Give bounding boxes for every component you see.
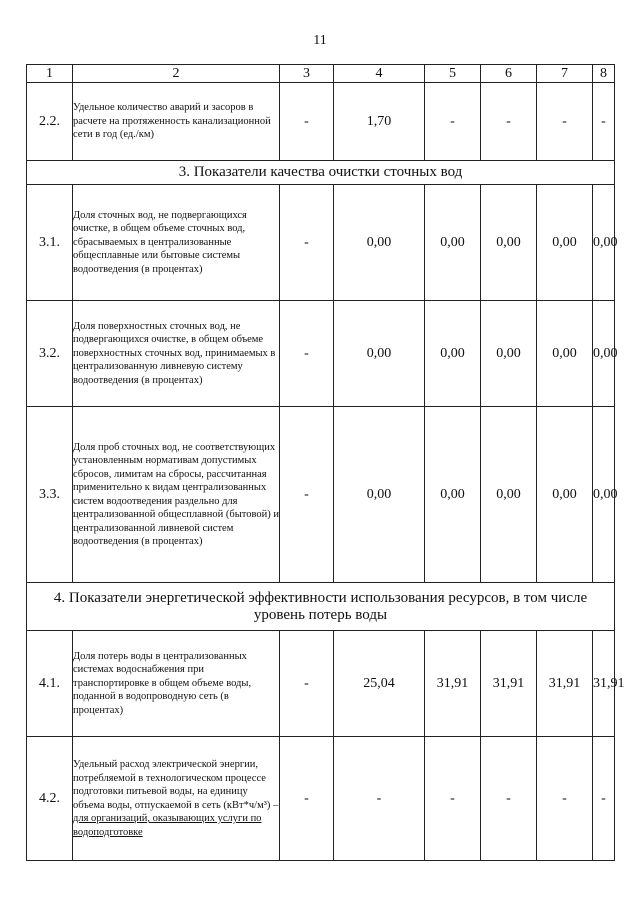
value-cell: - [280,737,334,861]
header-row [27,65,615,83]
value-cell: - [425,737,481,861]
table-row [27,631,615,737]
value-cell: - [537,83,593,161]
section-heading: 4. Показатели энергетической эффективности использования ресурсов, в том числе уровень потерь воды [27,583,615,631]
row-number: 3.3. [27,407,73,583]
value-cell: - [537,737,593,861]
value-cell: 0,00 [425,301,481,407]
row-description: Доля проб сточных вод, не соответствующих установленным нормативам допустимых сбросов, лимитам на сбросы, рассчитанная применительно к видам централизованных систем водоотведения раздельно для централизованной общесплавной (бытовой) и централизованной ливневой систем водоотведения (в процентах) [73,407,280,583]
table-row [27,407,615,583]
table-row [27,83,615,161]
value-cell: 0,00 [593,185,615,301]
value-cell: 0,00 [334,301,425,407]
row-number: 3.1. [27,185,73,301]
section-heading: 3. Показатели качества очистки сточных вод [27,161,615,185]
row-number: 2.2. [27,83,73,161]
row-description [73,737,280,861]
section-heading-row [27,161,615,185]
indicators-table [26,64,625,861]
value-cell: 25,04 [334,631,425,737]
table-row [27,185,615,301]
row-description: Удельное количество аварий и засоров в расчете на протяженность канализационной сети в год (ед./км) [73,83,280,161]
value-cell: 0,00 [481,301,537,407]
value-cell: - [593,83,615,161]
value-cell: 31,91 [481,631,537,737]
row-description: Доля сточных вод, не подвергающихся очистке, в общем объеме сточных вод, сбрасываемых в централизованные общесплавные или бытовые системы водоотведения (в процентах) [73,185,280,301]
value-cell: 31,91 [593,631,615,737]
value-cell: 31,91 [425,631,481,737]
row-description: Доля поверхностных сточных вод, не подвергающихся очистке, в общем объеме поверхностных сточных вод, принимаемых в централизованную ливневую систему водоотведения (в процентах) [73,301,280,407]
header-col-8: 8 [593,65,615,83]
row-number: 4.2. [27,737,73,861]
value-cell: - [593,737,615,861]
value-cell: - [280,407,334,583]
row-description-underlined: для организаций, оказывающих услуги по водоподготовке [73,813,262,838]
value-cell: - [481,83,537,161]
value-cell: 31,91 [537,631,593,737]
value-cell: 0,00 [593,301,615,407]
row-description: Доля потерь воды в централизованных системах водоснабжения при транспортировке в общем объеме воды, поданной в водопроводную сеть (в процентах) [73,631,280,737]
header-col-1: 1 [27,65,73,83]
value-cell: - [280,301,334,407]
value-cell: 0,00 [425,185,481,301]
header-col-2: 2 [73,65,280,83]
row-description-text: Удельный расход электрической энергии, потребляемой в технологическом процессе подготовки питьевой воды, на единицу объема воды, отпускаемой в сеть (кВт*ч/м³) – [73,759,279,811]
value-cell: 0,00 [537,185,593,301]
page-number: 11 [313,33,327,48]
value-cell: 0,00 [334,407,425,583]
value-cell: 0,00 [481,185,537,301]
header-col-5: 5 [425,65,481,83]
header-col-6: 6 [481,65,537,83]
value-cell: 0,00 [537,301,593,407]
section-heading-row [27,583,615,631]
header-col-4: 4 [334,65,425,83]
value-cell: - [425,83,481,161]
table-row [27,301,615,407]
value-cell: 0,00 [481,407,537,583]
value-cell: - [334,737,425,861]
header-col-3: 3 [280,65,334,83]
value-cell: 0,00 [334,185,425,301]
value-cell: 1,70 [334,83,425,161]
value-cell: 0,00 [425,407,481,583]
row-number: 3.2. [27,301,73,407]
header-col-7: 7 [537,65,593,83]
value-cell: - [481,737,537,861]
value-cell: - [280,631,334,737]
value-cell: - [280,83,334,161]
value-cell: 0,00 [537,407,593,583]
value-cell: - [280,185,334,301]
row-number: 4.1. [27,631,73,737]
table-row [27,737,615,861]
value-cell: 0,00 [593,407,615,583]
